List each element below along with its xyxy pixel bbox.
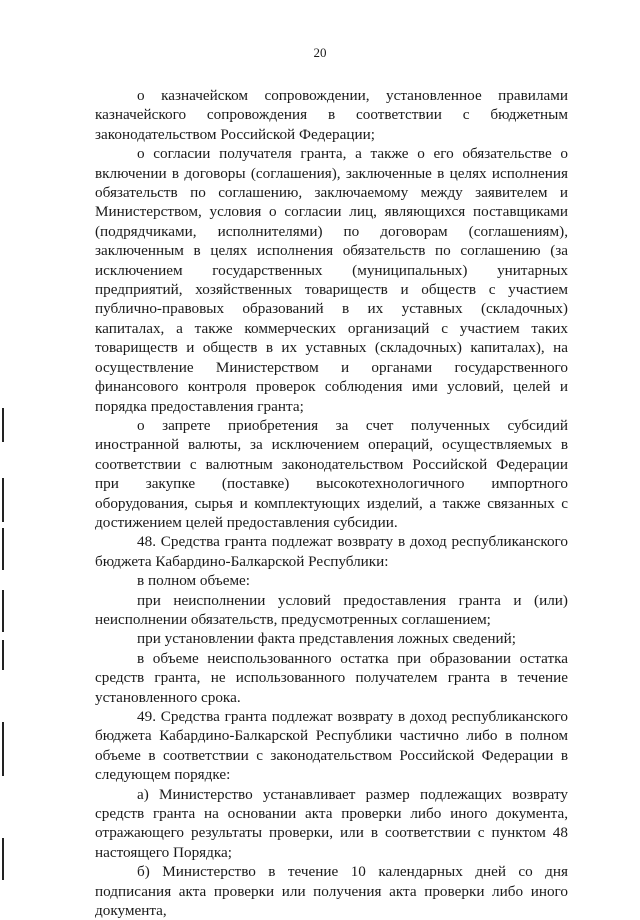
paragraph-full-amount: в полном объеме: (137, 572, 251, 590)
scan-margin-mark (2, 408, 4, 442)
scan-margin-mark (2, 722, 4, 776)
paragraph-currency-ban: о запрете приобретения за счет полученных субсидий иностранной валюты, за исключением операций, осуществляемых в соответствии с валютным законодательством Российской Федерации при закупке (поставке) высокотехнологичного импортного оборудования, сырья и комплектующих изделий, а также связанных с достижением целей предоставления субсидии. (95, 416, 568, 531)
paragraph-item-48: 48. Средства гранта подлежат возврату в доход республиканского бюджета Кабардино-Балкарской Республики: (95, 533, 568, 570)
scan-margin-mark (2, 640, 4, 670)
scan-margin-mark (2, 590, 4, 632)
scan-margin-mark (2, 478, 4, 522)
paragraph-non-fulfillment: при неисполнении условий предоставления гранта и (или) неисполнении обязательств, предусмотренных соглашением; (95, 591, 568, 628)
page-number: 20 (313, 45, 327, 60)
paragraph-unused-balance: в объеме неиспользованного остатка при образовании остатка средств гранта, не использованного получателем гранта в течение установленного срока. (95, 649, 568, 706)
paragraph-item-49-b: б) Министерство в течение 10 календарных дней со дня подписания акта проверки или получения акта проверки либо иного документа, (95, 863, 568, 920)
paragraph-item-49: 49. Средства гранта подлежат возврату в доход республиканского бюджета Кабардино-Балкарской Республики частично либо в полном объеме в соответствии с законодательством Российской Федерации в следующем порядке: (95, 708, 568, 784)
paragraph-consent-clause: о согласии получателя гранта, а также о его обязательстве о включении в договоры (соглашения), заключенные в целях исполнения обязательств по соглашению, заключаемому между заявителем и Министерством, условия о согласии лиц, являющихся поставщиками (подрядчиками, исполнителями) по договорам (соглашениям), заключенным в целях исполнения обязательств по соглашению (за исключением государственных (муниципальных) унитарных предприятий, хозяйственных товариществ и обществ с участием публично-правовых образований в их уставных (складочных) капиталах, а также коммерческих организаций с участием таких товариществ и обществ в их уставных (складочных) капиталах), на осуществление Министерством и органами государственного финансового контроля проверок соблюдения ими условий, целей и порядка предоставления гранта; (95, 145, 568, 415)
scan-margin-mark (2, 838, 4, 880)
paragraph-item-49-a: а) Министерство устанавливает размер подлежащих возврату средств гранта на основании акта проверки либо иного документа, отражающего результаты проверки, или в соответствии с пунктом 48 настоящего Порядка; (95, 785, 568, 861)
paragraph-treasury-support: о казначейском сопровождении, установленное правилами казначейского сопровождения в соответствии с бюджетным законодательством Российской Федерации; (95, 87, 568, 143)
document-body (95, 86, 568, 920)
paragraph-false-info: при установлении факта представления ложных сведений; (137, 630, 516, 648)
scan-margin-mark (2, 528, 4, 570)
